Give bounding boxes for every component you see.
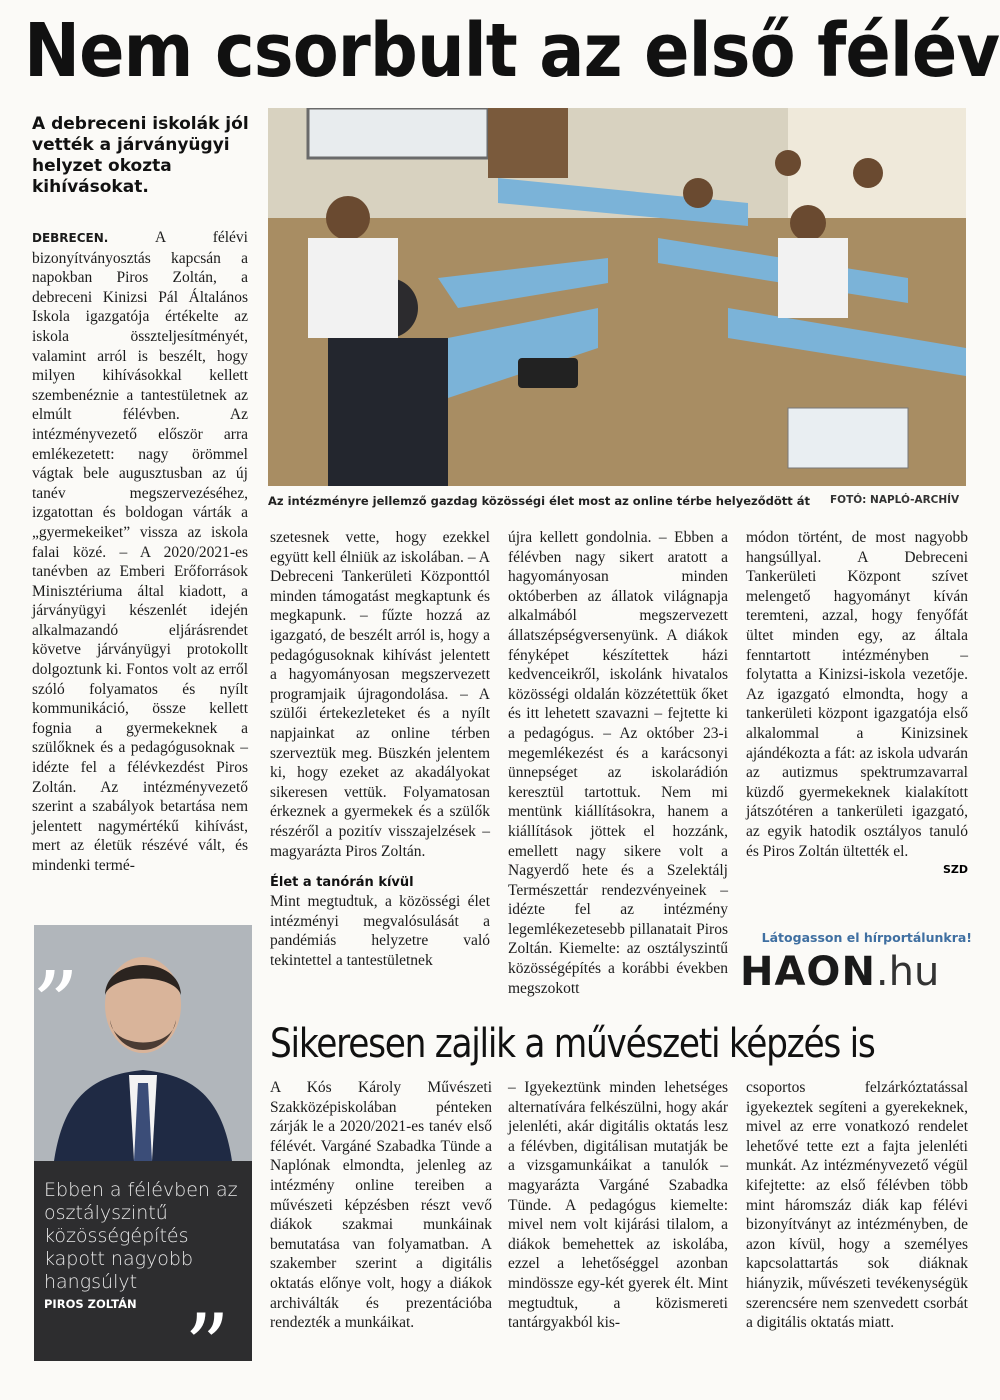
quote-text: Ebben a félévben az osztályszintű közösségépítés kapott nagyobb hangsúlyt bbox=[44, 1179, 238, 1293]
article-column-2 bbox=[270, 528, 490, 970]
dateline: DEBRECEN. bbox=[32, 231, 109, 245]
photo-credit: FOTÓ: NAPLÓ-ARCHÍV bbox=[830, 494, 960, 506]
article-column-3 bbox=[508, 528, 728, 998]
column-4-text: módon történt, de most nagyobb hangsúllyal. A Debreceni Tankerületi Központ szívet melengető hagyományt kíván teremteni, azzal, hogy fenyőfát ültet minden egy, az általa fenntartott intézményben – folytatta a Kinizsi-iskola vezetője. Az igazgató elmondta, hogy a tankerületi központ igazgatója első alkalommal a Kinizsinek ajándékozta a fát: az iskola udvarán az autizmus spektrumzavarral küzdő gyermekeknek kialakított játszótéren a tankerületi igazgató, az egyik hatodik osztályos tanuló és Piros Zoltán ültették el. bbox=[746, 529, 968, 860]
logo-tld: .hu bbox=[875, 949, 940, 995]
article2-column-2 bbox=[508, 1078, 728, 1333]
quote-close-mark: ” bbox=[184, 1295, 231, 1361]
column-1-text: A félévi bizonyítványosztás kapcsán a napokban Piros Zoltán, a debreceni Kinizsi Pál Általános Iskola igazgatója értékelte az iskola összteljesítményét, valamint arról is beszélt, hogy milyen kihívásokkal kellett szembenéznie a tantestületnek az elmúlt félévben. Az intézményvezető először arra emlékezetett: nagy örömmel vágtak bele augusztusban az új tanév megszervezéséhez, izgatottan és boldogan várták a „gyermekeiket” vissza az iskola falai közé. – A 2020/2021-es tanévben az Emberi Erőforrások Minisztériuma által kiadott, a járványügyi készenlét idején alkalmazandó eljárásrendet követve járványügyi protokollt dolgoztunk ki. Fontos volt az erről szóló folyamatos és nyílt kommunikáció, össze kellett fognia a gyermekeknek a szülőknek és a pedagógusoknak – idézte fel a félévkezdést Piros Zoltán. Az intézményvezető szerint a szabályok betartása nem jelentett nagymértékű kihívást, mert az életük részévé vált, és mindenki termé- bbox=[32, 229, 248, 874]
classroom-photo-icon bbox=[268, 108, 966, 486]
article-headline: Nem csorbult az első félév bbox=[24, 8, 1000, 94]
photo-caption: Az intézményre jellemző gazdag közösségi élet most az online térbe helyeződött át bbox=[268, 494, 810, 508]
article-column-4 bbox=[746, 528, 968, 876]
column-2-text: szetesnek vette, hogy ezekkel együtt kell élniük az iskolában. – A Debreceni Tankerületi Központtól minden támogatást megkaptunk és megkapunk. – fűzte hozzá az igazgató, de beszélt arról is, hogy a pedagógusoknak kihívást jelentett a hagyományosan megszervezett programjaik újragondolása. – A szülői értekezleteket és a nyílt napjainkat az online térben szerveztük meg. Büszkén jelentem ki, hogy ezeket az akadályokat sikeresen vettük. Folyamatosan érkeznek a gyermekek és a szülők részéről a pozitív visszajelzések – magyarázta Piros Zoltán. bbox=[270, 529, 490, 860]
logo-main: HAON bbox=[740, 949, 876, 995]
haon-logo bbox=[740, 949, 972, 995]
subheading: Élet a tanórán kívül bbox=[270, 875, 414, 891]
classroom-photo bbox=[268, 108, 966, 486]
quote-open-mark: „ bbox=[34, 925, 81, 1002]
article2-headline: Sikeresen zajlik a művészeti képzés is bbox=[270, 1021, 875, 1067]
column-2b-text: Mint megtudtuk, a közösségi élet intézményi megvalósulását a pandémiás helyzetre való tekintettel a tantestületnek bbox=[270, 893, 490, 969]
author-signature: SZD bbox=[942, 863, 968, 877]
article-lead: A debreceni iskolák jól vették a járványügyi helyzet okozta kihívásokat. bbox=[32, 114, 249, 197]
quote-author: PIROS ZOLTÁN bbox=[44, 1297, 137, 1311]
article2-column-2-text: – Igyekeztünk minden lehetséges alternatívára felkészülni, hogy akár jelenléti, akár digitális oktatás lesz a félévben, digitálisan mutatják be a vizsgamunkáikat a tanulók – magyarázta Vargáné Szabadka Tünde. A pedagógus kiemelte: mivel nem volt kijárási tilalom, a diákok bemehettek az iskolába, ezzel a lehetőséggel azonban mindössze egy-két gyerek élt. Mint megtudtuk, a közismereti tantárgyakból kis- bbox=[508, 1079, 728, 1332]
portal-ad bbox=[740, 930, 972, 1010]
article-column-1 bbox=[32, 228, 248, 876]
article2-column-1-text: A Kós Károly Művészeti Szakközépiskolában pénteken zárják le a 2020/2021-es tanév első félévét. Vargáné Szabadka Tünde a Naplónak elmondta, jelenleg az intézmény online tereiben a művészeti képzésben részt vevő diákok szakmai munkáinak bemutatása van folyamatban. A szakember szerint a digitális oktatás előnye volt, hogy a diákok archiválták és prezentációba rendezték a munkáikat. bbox=[270, 1079, 492, 1332]
ad-invite: Látogasson el hírportálunkra! bbox=[761, 930, 972, 945]
article2-column-3 bbox=[746, 1078, 968, 1333]
article2-column-1 bbox=[270, 1078, 492, 1333]
column-3-text: újra kellett gondolnia. – Ebben a félévben nagy sikert aratott a hagyományosan minden októberben az állatok világnapja alkalmából megszervezett állatszépségversenyünk. A diákok fényképet készítettek házi kedvenceikről, iskolánk hivatalos közösségi oldalán közzétettük őket és itt lehetett szavazni – fejtette ki a pedagógus. – Az október 23-i megemlékezést és a karácsonyi ünnepséget az iskolarádión keresztül tartottuk. Nem mi mentünk kiállításokra, hanem a kiállítások jöttek el hozzánk, emellett nagy sikere volt a Nagyerdő hete és a Szelektálj Természettár rendezvényeinek – idézte fel az intézmény legemlékezetesebb pillanatait Piros Zoltán. Kiemelte: az osztályszintű közösségépítés a korábbi években megszokott bbox=[508, 529, 728, 997]
article2-column-3-text: csoportos felzárkóztatással igyekeztek segíteni a gyerekeknek, mivel az erre vonatkozó rendelet lehetővé tette ezt a fajta jelenléti munkát. Az intézményvezető végül kifejtette: az első félévben több mint háromszáz diák kap félévi bizonyítványt az intézményben, de azon kívül, hogy a személyes kapcsolattartás sok diáknak hiányzik, művészeti tevékenységük szerencsére nem szenvedett csorbát a digitális oktatás miatt. bbox=[746, 1079, 968, 1332]
quote-box bbox=[34, 925, 252, 1361]
